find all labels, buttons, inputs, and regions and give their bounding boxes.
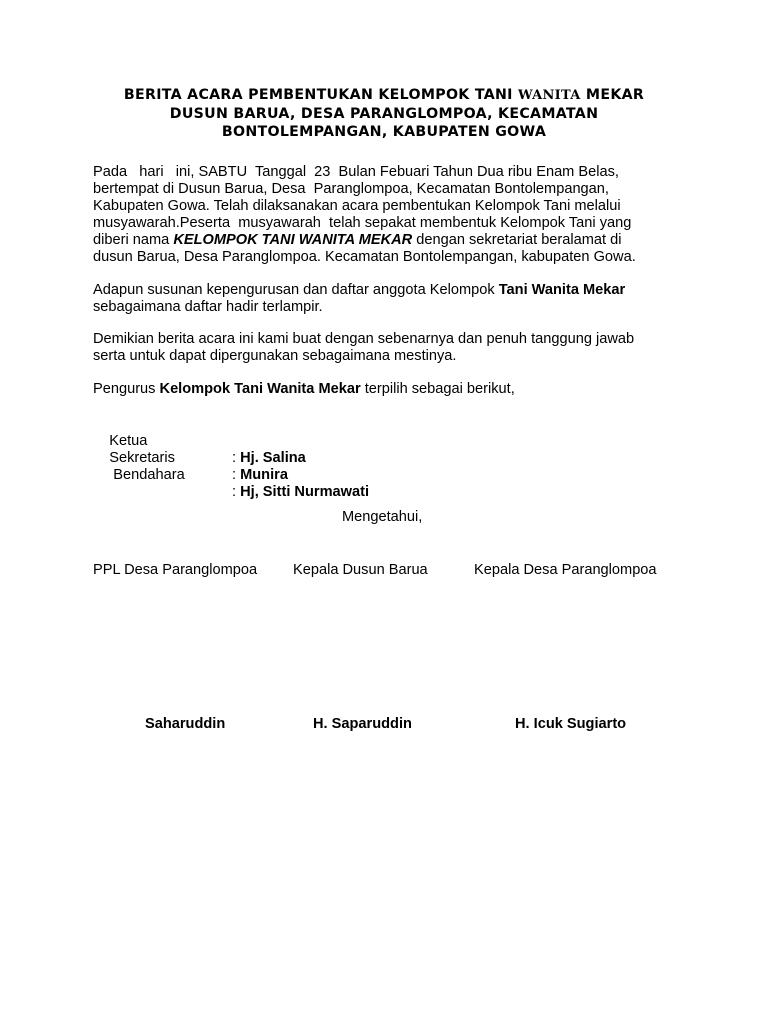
- officer-role: Ketua: [109, 433, 148, 449]
- officer-name: Hj. Salina: [240, 450, 306, 466]
- officer-value: [232, 450, 306, 467]
- title-line-1: [80, 86, 688, 105]
- village-head-signatory-name: H. Icuk Sugiarto: [515, 716, 627, 732]
- officer-colon: :: [232, 450, 241, 466]
- dusun-head-title: Kepala Dusun Barua: [293, 562, 428, 578]
- paragraph-line: musyawarah.Peserta musyawarah telah sepakat membentuk Kelompok Tani yang: [93, 215, 632, 231]
- officers-intro: [93, 381, 683, 398]
- structure-paragraph: [93, 282, 683, 316]
- title-line-1-part-a: BERITA ACARA PEMBENTUKAN KELOMPOK TANI: [123, 87, 518, 103]
- text-run: Adapun susunan kepengurusan dan daftar anggota Kelompok: [93, 282, 499, 298]
- opening-paragraph: [93, 164, 683, 266]
- paragraph-line: [93, 232, 683, 249]
- paragraph-line: [93, 381, 683, 398]
- dusun-head-signatory-name: H. Saparuddin: [313, 716, 412, 732]
- paragraph-line: sebagaimana daftar hadir terlampir.: [93, 299, 323, 315]
- group-name-emphasis: KELOMPOK TANI WANITA MEKAR: [173, 232, 413, 248]
- officer-colon: :: [232, 467, 241, 483]
- paragraph-line: dusun Barua, Desa Paranglompoa. Kecamatan Bontolempangan, kabupaten Gowa.: [93, 249, 636, 265]
- paragraph-line: serta untuk dapat dipergunakan sebagaimana mestinya.: [93, 348, 457, 364]
- group-name-bold: Tani Wanita Mekar: [498, 282, 626, 298]
- ppl-title: PPL Desa Paranglompoa: [93, 562, 258, 578]
- title-line-3: BONTOLEMPANGAN, KABUPATEN GOWA: [221, 124, 547, 140]
- title-line-1-part-b: WANITA: [518, 88, 581, 103]
- text-run: Pengurus: [93, 381, 160, 397]
- officer-role: Bendahara: [109, 467, 185, 483]
- paragraph-line: bertempat di Dusun Barua, Desa Paranglompoa, Kecamatan Bontolempangan,: [93, 181, 609, 197]
- officer-colon: :: [232, 484, 241, 500]
- acknowledged-label: Mengetahui,: [342, 509, 423, 525]
- officer-role: Sekretaris: [109, 450, 175, 466]
- group-name-bold: Kelompok Tani Wanita Mekar: [159, 381, 361, 397]
- title-line-2: DUSUN BARUA, DESA PARANGLOMPOA, KECAMATAN: [169, 106, 599, 122]
- paragraph-line: Pada hari ini, SABTU Tanggal 23 Bulan Febuari Tahun Dua ribu Enam Belas,: [93, 164, 619, 180]
- document-title: [80, 86, 688, 141]
- paragraph-line: [93, 282, 683, 299]
- officer-name: Munira: [240, 467, 288, 483]
- officer-value: [232, 467, 288, 484]
- ppl-signatory-name: Saharuddin: [145, 716, 226, 732]
- village-head-title: Kepala Desa Paranglompoa: [474, 562, 657, 578]
- text-run: dengan sekretariat beralamat di: [412, 232, 622, 248]
- text-run: diberi nama: [93, 232, 174, 248]
- officer-value: [232, 484, 369, 501]
- closing-paragraph: [93, 331, 683, 365]
- paragraph-line: Kabupaten Gowa. Telah dilaksanakan acara pembentukan Kelompok Tani melalui: [93, 198, 621, 214]
- paragraph-line: Demikian berita acara ini kami buat dengan sebenarnya dan penuh tanggung jawab: [93, 331, 635, 347]
- officer-name: Hj, Sitti Nurmawati: [240, 484, 370, 500]
- title-line-1-part-c: MEKAR: [580, 87, 645, 103]
- text-run: terpilih sebagai berikut,: [360, 381, 515, 397]
